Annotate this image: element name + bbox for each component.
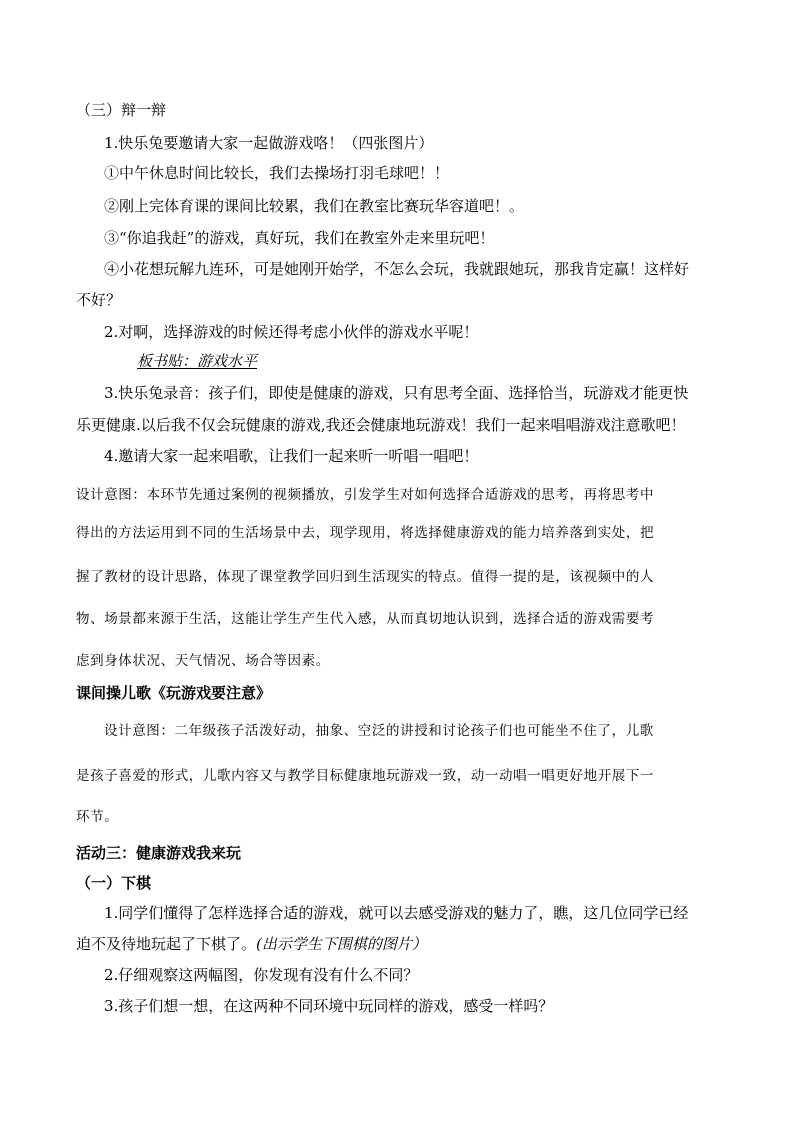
list-item: 1.同学们懂得了怎样选择合适的游戏，就可以去感受游戏的魅力了，瞧，这几位同学已经 — [104, 904, 689, 922]
list-item: 4.邀请大家一起来唱歌，让我们一起来听一听唱一唱吧！ — [104, 447, 479, 465]
list-item: 3.孩子们想一想，在这两种不同环境中玩同样的游戏，感受一样吗？ — [104, 997, 554, 1015]
design-intent-paragraph: 设计意图：二年级孩子活泼好动，抽象、空泛的讲授和讨论孩子们也可能坐不住了，儿歌 — [104, 723, 654, 739]
list-item-continuation — [76, 935, 427, 953]
list-item-continuation: 乐更健康.以后我不仅会玩健康的游戏,我还会健康地玩游戏！我们一起来唱唱游戏注意歌吧！ — [76, 416, 686, 434]
design-intent-paragraph: 握了教材的设计思路，体现了课堂教学回归到生活现实的特点。值得一提的是，该视频中的人 — [76, 569, 655, 585]
activity-heading: 活动三：健康游戏我来玩 — [76, 844, 242, 862]
design-intent-paragraph: 设计意图：本环节先通过案例的视频播放，引发学生对如何选择合适游戏的思考，再将思考中 — [76, 487, 655, 503]
design-intent-paragraph: 环节。 — [76, 809, 119, 825]
list-item: 2.对啊，选择游戏的时候还得考虑小伙伴的游戏水平呢！ — [104, 323, 479, 341]
picture-note: (出示学生下围棋的图片） — [256, 935, 427, 953]
list-item: ②刚上完体育课的课间比较累，我们在教室比赛玩华容道吧！。 — [104, 197, 525, 215]
list-item: 1.快乐兔要邀请大家一起做游戏咯！（四张图片） — [104, 134, 434, 152]
section-heading: （三）辩一辩 — [76, 101, 167, 119]
list-item: 2.仔细观察这两幅图，你发现有没有什么不同？ — [104, 966, 419, 984]
design-intent-paragraph: 物、场景都来源于生活，这能让学生产生代入感，从而真切地认识到，选择合适的游戏需要考 — [76, 611, 655, 627]
list-item-continuation: 不好？ — [76, 291, 122, 309]
list-item-text: 迫不及待地玩起了下棋了。 — [76, 935, 257, 953]
design-intent-paragraph: 虑到身体状况、天气情况、场合等因素。 — [76, 653, 330, 669]
design-intent-paragraph: 是孩子喜爱的形式，儿歌内容又与教学目标健康地玩游戏一致，动一动唱一唱更好地开展下一 — [76, 768, 655, 784]
design-intent-paragraph: 得出的方法运用到不同的生活场景中去，现学现用，将选择健康游戏的能力培养落到实处，把 — [76, 525, 655, 541]
list-item: ④小花想玩解九连环，可是她刚开始学，不怎么会玩，我就跟她玩，那我肯定赢！这样好 — [104, 260, 690, 278]
list-item: ③“你追我赶”的游戏，真好玩，我们在教室外走来里玩吧！ — [104, 229, 495, 247]
list-item: ①中午休息时间比较长，我们去操场打羽毛球吧！！ — [104, 164, 450, 182]
activity-sub-heading: （一）下棋 — [76, 874, 152, 892]
board-note: 板书贴：游戏水平 — [137, 352, 258, 370]
list-item: 3.快乐兔录音：孩子们，即使是健康的游戏，只有思考全面、选择恰当，玩游戏才能更快 — [104, 384, 689, 402]
song-heading: 课间操儿歌《玩游戏要注意》 — [76, 684, 272, 702]
